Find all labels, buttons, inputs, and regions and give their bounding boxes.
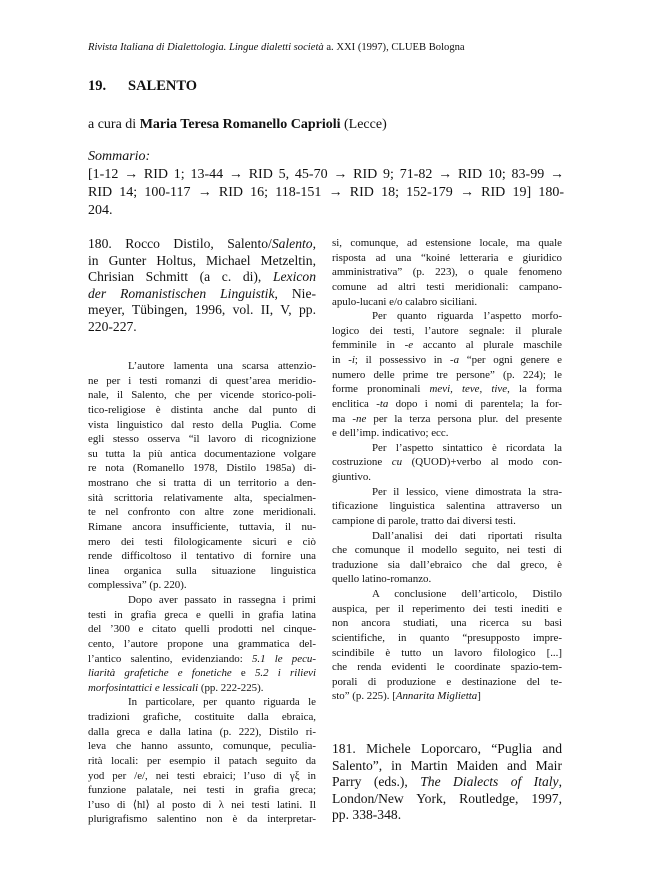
text-line: quello latino-romanzo. [332,573,432,586]
text-line: plurigrafismo salentino non è da interpretar- [88,813,316,826]
text-line [332,382,562,397]
text-line: mostrano che si tratta di un territorio a den- [88,477,316,489]
text-line [332,353,562,368]
text-line: yod per /e/, nei testi ebraici; l’uso di γξ in [88,769,316,782]
entry-180-head-line [88,236,316,253]
entry-180-heading [88,236,316,335]
sommario [88,148,564,220]
text-line: Per quanto riguarda l’aspetto morfo- [372,310,562,323]
text-line: del ’300 e citato quelli prodotti nel cinque- [88,623,316,636]
text-line: e dell’imp. indicativo; ecc. [332,427,449,440]
text-line: testi in grafia greca e quelli in grafia latina [88,608,316,621]
entry-181-head-line: 181. Michele Loporcaro, “Puglia and [332,741,562,756]
section-title: SALENTO [128,78,198,94]
text-line: traduzione sia dall’ebraico che dal greco, è [332,558,562,571]
entry-181-head-line: Salento”, in Martin Maiden and Mair [332,757,562,773]
text-span: costruzione [332,456,392,469]
text-italic: liarità grafetiche e fonetiche [88,667,232,680]
text-span: l’antico salentino, evidenziando: [88,652,252,665]
text-line: campione di parole, tratto dai diversi testi. [332,514,516,527]
sommario-line: [1-12 → RID 1; 13-44 → RID 5, 45-70 → RID 9; 71-82 → RID 10; 83-99 → [88,167,564,182]
text-line: logico dei testi, l’autore segnale: il plurale [332,324,562,337]
entry-180-head-italic: Lexicon [272,269,316,284]
text-line: rità locali: per esempio il patach seguito da [88,754,316,767]
text-line [332,689,562,704]
running-head [88,42,568,53]
text-line: comune ad altri testi meridionali: campano- [332,280,562,293]
text-line [88,666,316,681]
text-line: leva che hanno assunto, comunque, peculia- [88,740,316,753]
text-line [332,455,562,470]
text-line: cento, l’autore propone una grammatica del- [88,637,316,650]
entry-180-head-italic: Salento [271,236,313,251]
entry-180-head-text: Chrisian Schmitt (a c. di), [88,269,273,284]
text-span: (pp. 222-225). [198,681,264,694]
left-column [88,236,316,827]
text-line: te nel confronto con altre zone meridionali. [88,506,316,519]
right-column [332,236,562,824]
text-line: complessiva” (p. 220). [88,579,187,592]
text-line: vista linguistico dal resto della Puglia. Come [88,418,316,431]
text-line: Rimane ancora insufficiente, tuttavia, il nu- [88,520,316,533]
curator-place: (Lecce) [340,117,387,132]
text-line: Dopo aver passato in rassegna i primi [128,594,316,606]
text-span: sto” (p. 225). [ [332,690,396,703]
text-line: dalla greca e dalla latina (p. 222), Distilo ri- [88,725,316,738]
text-span: enclitica [332,397,377,410]
text-line: rende difficoltoso il tentativo di fornire una [88,550,316,563]
text-line [88,652,316,667]
text-span: , la forma [507,383,562,396]
text-line: apulo-lucani e/o calabro siciliani. [332,295,478,308]
text-line: funzione palatale, nei testi in grafia greca; [88,784,316,797]
sommario-line: 204. [88,203,113,218]
entry-180-head-text: , Nie- [274,285,317,301]
text-line: non ancora studiati, una ricerca su basi [332,617,562,630]
entry-180-head-line [88,269,316,286]
entry-180-head-text: , [312,236,316,251]
text-italic: cu [391,456,403,469]
entry-180-paragraph-analysis [332,529,562,588]
entry-181-head-text: , [558,774,562,789]
entry-180-continuation [332,236,562,309]
text-line: risposta ad una “koiné letteraria e giuridico [332,251,562,264]
text-line: giuntivo. [332,471,372,483]
text-line [332,338,562,353]
text-span: accanto al plurale maschile [413,339,562,352]
curator-line [88,117,387,133]
text-span: per la terza persona plur. del presente [366,412,562,425]
text-line: si, comunque, ad estensione locale, ma quale [332,237,562,249]
curator-prefix: a cura di [88,117,140,132]
text-line: amministrativa” (p. 223), o quale fenomeno [332,266,562,279]
text-line: sità scrittoria relativamente alta, specialmen- [88,491,316,504]
text-italic: -ta [376,397,389,410]
text-line: scientifiche, in quanto “presupposto impre- [332,631,562,644]
entry-181-head-text: Parry (eds.), [332,774,421,789]
text-line: che comunque il modello seguito, nei testi di [332,544,562,557]
entry-181-head-line: pp. 338-348. [332,807,402,822]
text-italic: -i [348,354,355,366]
text-span: e [231,667,255,680]
entry-180-paragraph-conclusion [332,587,562,704]
entry-180-paragraph-lexicon [332,485,562,529]
text-italic: morfosintattici e lessicali [88,681,199,694]
text-line: Per l’aspetto sintattico è ricordata la [372,441,562,454]
text-italic: -ne [352,412,367,425]
text-line: A conclusione dell’articolo, Distilo [372,588,562,600]
text-line: auspica, per il reperimento dei testi inediti e [332,602,562,615]
text-span: dopo i nomi di parentela; la for- [388,397,563,410]
text-line [332,397,562,412]
entry-180-paragraph-1 [88,359,316,593]
entry-180-head-text: 180. Rocco Distilo, Salento/ [88,236,272,251]
sommario-line: RID 14; 100-117 → RID 16; 118-151 → RID 18; 152-179 → RID 19] 180- [88,185,564,200]
entry-181-head-italic: The Dialects of Italy [420,774,559,789]
text-span: ; il possessivo in [354,354,450,366]
text-span: femminile in [332,339,405,352]
text-line: che renda evidenti le coordinate spazio-tem- [332,661,562,674]
entry-180-paragraph-2 [88,593,316,695]
text-line: scindibile è tutto un lavoro filologico [...] [332,646,562,659]
text-line [332,412,562,427]
section-heading [88,78,197,95]
text-italic: mevi, teve, tive [429,383,508,396]
entry-180-paragraph-syntax [332,441,562,485]
text-span: ] [477,690,481,703]
text-italic: 5.2 i rilievi [254,667,317,680]
entry-181-heading [332,741,562,824]
entry-180-paragraph-morphology [332,309,562,441]
reviewer-name: Annarita Miglietta [395,690,478,703]
text-line: tificazione linguistica salentina attraverso un [332,500,562,513]
text-line [88,681,316,696]
entry-181-head-line [332,774,562,791]
text-span: in [332,354,349,366]
text-line: tico-religiose è distinta anche dal punto di [88,403,316,416]
entry-180-head-line [88,286,316,303]
entry-180-paragraph-3 [88,695,316,827]
curator-name: Maria Teresa Romanello Caprioli [139,117,341,132]
text-line: porali di produzione e destinazione del te- [332,675,562,688]
text-italic: 5.1 le pecu- [251,652,316,665]
entry-180-head-line: meyer, Tübingen, 1996, vol. II, V, pp. [88,302,316,317]
text-italic: -e [404,339,414,352]
text-line: ne per i testi romanzi di quest’area meridio- [88,374,316,387]
text-line: nale, il Salento, che per vicende storico-poli- [88,389,316,402]
section-number: 19. [88,78,107,94]
text-line: In particolare, per quanto riguarda le [128,696,316,709]
text-span: forme pronominali [332,383,430,396]
text-line: re nota (Romanello 1978, Distilo 1985a) di- [88,462,316,475]
sommario-label: Sommario: [88,149,151,164]
text-line: numero delle prime tre persone” (p. 224); le [332,368,562,381]
text-line: su tutta la più antica documentazione volgare [88,447,316,460]
entry-180-head-line: in Gunter Holtus, Michael Metzeltin, [88,252,316,268]
entry-181-head-line: London/New York, Routledge, 1997, [332,790,562,806]
entry-180-head-line: 220-227. [88,318,137,334]
journal-title: Rivista Italiana di Dialettologia. Lingue dialetti società [88,42,324,53]
text-line: Per il lessico, viene dimostrata la stra- [372,485,562,498]
text-span: ma [332,412,353,425]
text-italic: -a [449,354,460,366]
text-line: L’autore lamenta una scarsa attenzio- [128,360,316,372]
text-line: mero dei testi filologicamente sicuri e ciò [88,535,316,548]
text-span: “per ogni genere e [459,354,562,366]
text-line: l’uso di ⟨hl⟩ al posto di λ nei testi latini. Il [88,798,316,811]
text-line: egli stesso osserva “il lavoro di ricognizione [88,433,316,446]
text-line: linea organica sulla situazione linguistica [88,564,316,577]
text-line: tradizioni grafiche, costituite dalla ebraica, [88,711,316,723]
text-line: Dall’analisi dei dati riportati risulta [372,529,562,542]
journal-issue: a. XXI (1997), CLUEB Bologna [323,42,465,53]
text-span: (QUOD)+verbo al modo con- [402,456,563,469]
entry-180-head-italic: der Romanistischen Linguistik [88,285,275,301]
